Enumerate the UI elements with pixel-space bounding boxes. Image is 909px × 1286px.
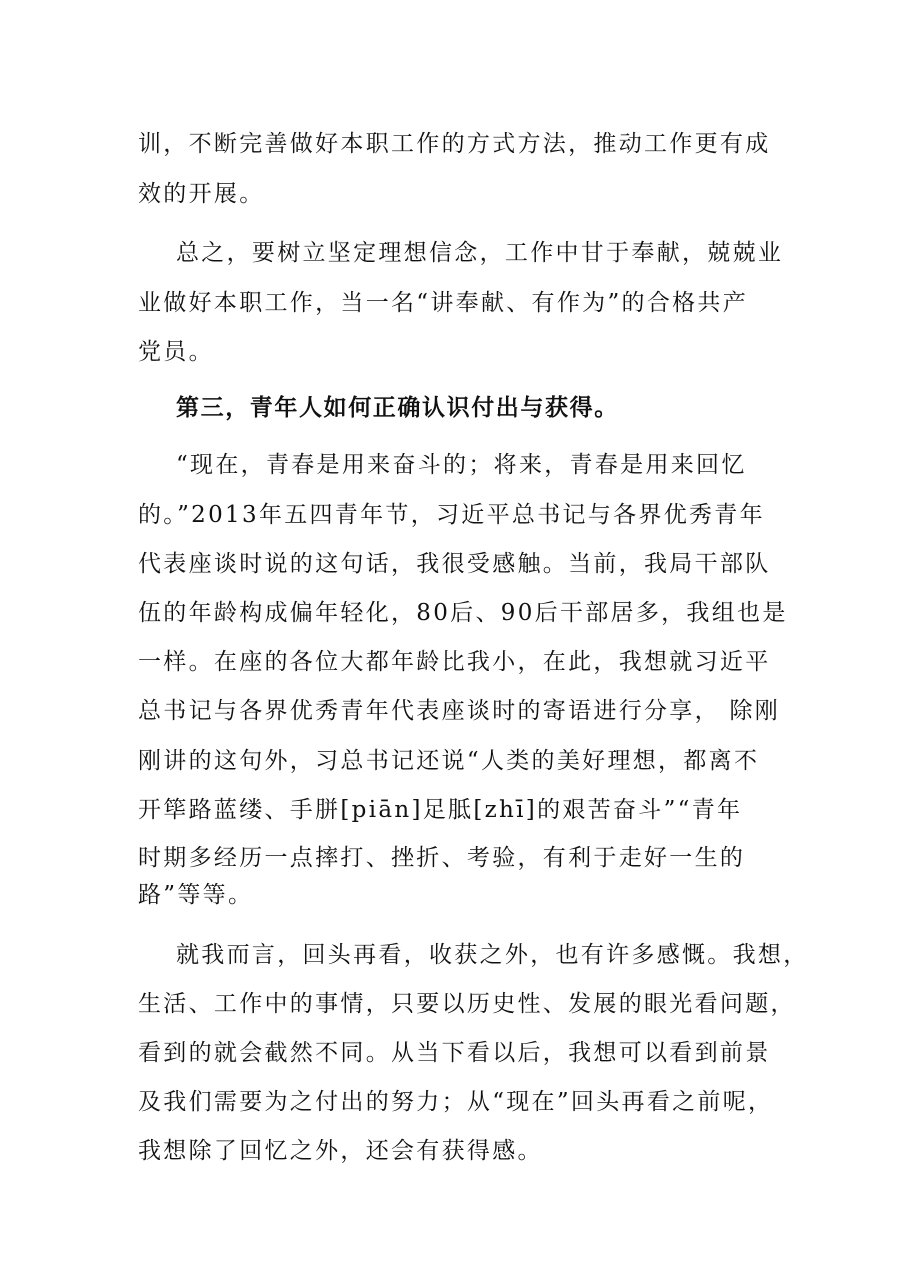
text-line: 业做好本职工作，当一名“讲奉献、有作为”的合格共产 (138, 290, 749, 316)
text-line: 训，不断完善做好本职工作的方式方法，推动工作更有成 (138, 131, 771, 157)
text-line: 一样。在座的各位大都年龄比我小，在此，我想就习近平 (138, 649, 771, 675)
text-line: 效的开展。 (138, 181, 265, 207)
text-line: 总书记与各界优秀青年代表座谈时的寄语进行分享， 除刚 (138, 698, 781, 724)
text-line: 生活、工作中的事情，只要以历史性、发展的眼光看问题， (138, 991, 796, 1017)
text-line: 我想除了回忆之外，还会有获得感。 (138, 1138, 543, 1164)
text-line: 看到的就会截然不同。从当下看以后，我想可以看到前景 (138, 1040, 771, 1066)
text-line: 刚讲的这句外，习总书记还说“人类的美好理想，都离不 (138, 748, 760, 774)
text-line: 路”等等。 (138, 882, 254, 908)
text-line: 及我们需要为之付出的努力；从“现在”回头再看之前呢， (138, 1089, 774, 1115)
section-heading: 第三，青年人如何正确认识付出与获得。 (176, 395, 619, 421)
text-line: 伍的年龄构成偏年轻化，80后、90后干部居多，我组也是 (138, 600, 788, 626)
text-line: 的。”2013年五四青年节，习近平总书记与各界优秀青年 (138, 502, 765, 528)
text-line: “现在，青春是用来奋斗的；将来，青春是用来回忆 (176, 452, 747, 478)
text-line: 党员。 (138, 339, 214, 365)
text-line: 时期多经历一点摔打、挫折、考验，有利于走好一生的 (138, 845, 746, 871)
text-line: 代表座谈时说的这句话，我很受感触。当前，我局干部队 (138, 551, 771, 577)
text-line: 总之，要树立坚定理想信念，工作中甘于奉献，兢兢业 (176, 240, 784, 266)
text-line: 就我而言，回头再看，收获之外，也有许多感慨。我想， (176, 942, 809, 968)
text-line: 开筚路蓝缕、手胼[piān]足胝[zhī]的艰苦奋斗”“青年 (138, 797, 743, 823)
